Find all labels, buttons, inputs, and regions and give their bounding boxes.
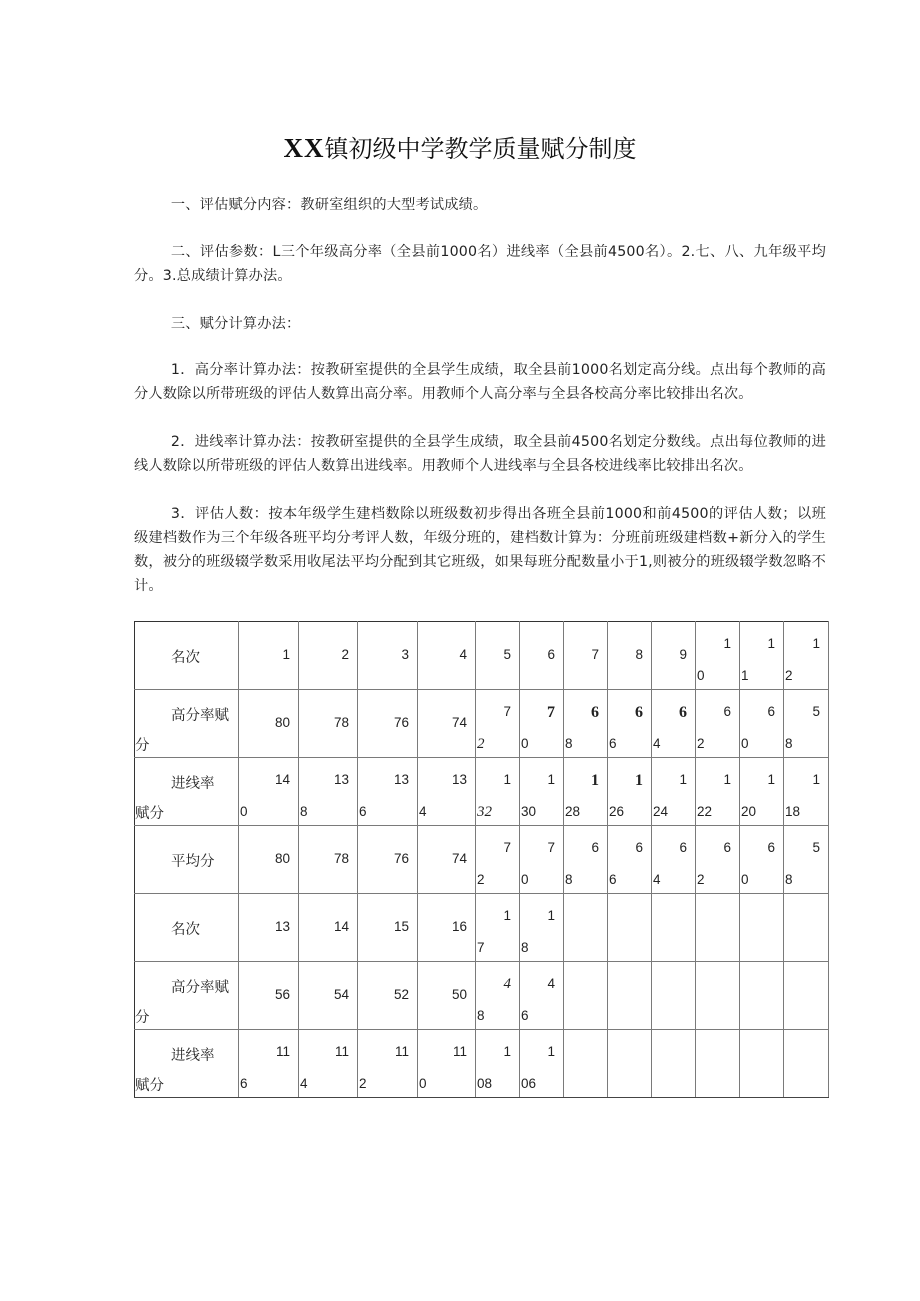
row-label-line2: 赋分	[135, 1078, 164, 1094]
table-cell	[652, 758, 696, 826]
cell-value-wrap: 0	[741, 872, 749, 887]
row-label-cell	[135, 894, 239, 962]
paragraph-eval-params: 二、评估参数：L三个年级高分率（全县前1000名）进线率（全县前4500名）。2.七、八、九年级平均分。3.总成绩计算办法。	[134, 244, 826, 284]
cell-value: 15	[393, 919, 409, 934]
table-cell	[784, 758, 829, 826]
row-label-line1: 高分率赋	[171, 980, 229, 996]
cell-value-wrap: 2	[697, 872, 705, 887]
cell-value: 4	[547, 976, 555, 991]
table-cell	[418, 826, 476, 894]
table-row	[135, 1030, 829, 1098]
cell-value: 56	[274, 987, 290, 1002]
table-cell	[299, 962, 358, 1030]
table-cell	[564, 826, 608, 894]
cell-value: 1	[547, 1044, 555, 1059]
cell-value-wrap: 6	[609, 872, 617, 887]
cell-value-wrap: 0	[240, 804, 248, 819]
table-cell	[476, 962, 520, 1030]
table-cell	[608, 1030, 652, 1098]
cell-value: 6	[723, 840, 731, 855]
row-label-cell	[135, 962, 239, 1030]
cell-value: 1	[723, 636, 731, 651]
cell-value: 13	[333, 772, 349, 787]
cell-value: 78	[333, 715, 349, 730]
row-label: 平均分	[171, 854, 215, 870]
table-cell	[239, 826, 299, 894]
table-cell	[418, 758, 476, 826]
table-cell	[520, 894, 564, 962]
cell-value: 11	[334, 1044, 349, 1059]
table-cell	[239, 1030, 299, 1098]
row-label-line1: 高分率赋	[171, 708, 229, 724]
cell-value-wrap: 4	[653, 736, 661, 751]
cell-value-wrap: 6	[359, 804, 367, 819]
table-cell	[476, 690, 520, 758]
table-cell	[418, 894, 476, 962]
cell-value-wrap: 2	[697, 736, 705, 751]
table-cell	[520, 622, 564, 690]
table-cell	[520, 826, 564, 894]
table-cell	[784, 962, 829, 1030]
table-cell	[520, 690, 564, 758]
cell-value: 1	[812, 772, 820, 787]
table-cell	[299, 826, 358, 894]
cell-value: 5	[812, 704, 820, 719]
table-cell	[652, 826, 696, 894]
table-cell	[564, 1030, 608, 1098]
table-cell	[418, 622, 476, 690]
table-cell	[299, 758, 358, 826]
cell-value: 2	[341, 647, 349, 662]
table-cell	[696, 622, 740, 690]
cell-value: 11	[394, 1044, 409, 1059]
table-cell	[608, 690, 652, 758]
table-cell	[239, 690, 299, 758]
paragraph-line-rate: 2．进线率计算办法：按教研室提供的全县学生成绩，取全县前4500名划定分数线。点出每位教师的进线人数除以所带班级的评估人数算出进线率。用教师个人进线率与全县各校进线率比较排出名次。	[134, 434, 826, 474]
cell-value: 6	[591, 704, 599, 721]
cell-value: 76	[393, 851, 409, 866]
cell-value-wrap: 2	[477, 736, 485, 752]
paragraph-method-heading: 三、赋分计算办法：	[170, 316, 301, 332]
row-label-line2: 分	[135, 738, 150, 754]
table-cell	[696, 962, 740, 1030]
table-cell	[564, 622, 608, 690]
cell-value-wrap: 0	[521, 736, 529, 751]
cell-value-wrap: 0	[697, 668, 705, 683]
table-cell	[358, 758, 418, 826]
cell-value-wrap: 6	[609, 736, 617, 751]
row-label-cell	[135, 758, 239, 826]
row-label-cell	[135, 622, 239, 690]
cell-value: 1	[767, 772, 775, 787]
cell-value-wrap: 24	[653, 804, 669, 819]
cell-value-wrap: 26	[609, 804, 625, 819]
table-row	[135, 962, 829, 1030]
table-cell	[784, 622, 829, 690]
cell-value-wrap: 2	[359, 1076, 367, 1091]
cell-value-wrap: 18	[785, 804, 801, 819]
table-row	[135, 690, 829, 758]
table-cell	[608, 962, 652, 1030]
table-cell	[696, 1030, 740, 1098]
cell-value: 13	[393, 772, 409, 787]
table-cell	[299, 690, 358, 758]
cell-value: 7	[547, 704, 555, 721]
row-label: 名次	[171, 922, 200, 938]
paragraph-eval-count: 3．评估人数：按本年级学生建档数除以班级数初步得出各班全县前1000和前4500的评估人数；以班级建档数作为三个年级各班平均分考评人数，年级分班的，建档数计算为：分班前班级建档数+新分入的学生数，被分的班级辍学数采用收尾法平均分配到其它班级，如果每班分配数量小于1,则被分的班级辍学数忽略不计。	[134, 506, 826, 594]
table-cell	[696, 826, 740, 894]
table-cell	[696, 894, 740, 962]
paragraph-high-score-rate: 1．高分率计算办法：按教研室提供的全县学生成绩，取全县前1000名划定高分线。点出每个教师的高分人数除以所带班级的评估人数算出高分率。用教师个人高分率与全县各校高分率比较排出名次。	[134, 362, 826, 402]
cell-value: 76	[393, 715, 409, 730]
table-cell	[239, 894, 299, 962]
row-label-cell	[135, 1030, 239, 1098]
cell-value-wrap: 8	[521, 940, 529, 955]
table-cell	[239, 758, 299, 826]
table-row	[135, 758, 829, 826]
table-cell	[564, 690, 608, 758]
cell-value: 7	[503, 840, 511, 855]
table-cell	[476, 894, 520, 962]
table-cell	[299, 894, 358, 962]
title-prefix: XX	[283, 133, 325, 163]
cell-value-wrap: 8	[565, 872, 573, 887]
table-cell	[784, 826, 829, 894]
title-text: 镇初级中学教学质量赋分制度	[324, 135, 637, 163]
score-table	[134, 621, 829, 1098]
table-cell	[784, 894, 829, 962]
cell-value-wrap: 7	[477, 940, 485, 955]
cell-value-wrap: 4	[419, 804, 427, 819]
table-cell	[696, 758, 740, 826]
row-label-cell	[135, 826, 239, 894]
cell-value-wrap: 4	[300, 1076, 308, 1091]
cell-value: 4	[503, 976, 511, 992]
cell-value-wrap: 0	[741, 736, 749, 751]
table-cell	[358, 690, 418, 758]
row-label-line1: 进线率	[171, 776, 215, 792]
cell-value-wrap: 0	[521, 872, 529, 887]
cell-value: 54	[333, 987, 349, 1002]
table-cell	[520, 758, 564, 826]
table-cell	[520, 1030, 564, 1098]
table-cell	[740, 1030, 784, 1098]
cell-value: 52	[393, 987, 409, 1002]
cell-value-wrap: 1	[741, 668, 749, 683]
table-cell	[740, 622, 784, 690]
table-cell	[740, 690, 784, 758]
cell-value-wrap: 08	[477, 1076, 493, 1091]
cell-value: 11	[275, 1044, 290, 1059]
table-cell	[358, 894, 418, 962]
cell-value: 1	[547, 772, 555, 787]
table-cell	[520, 962, 564, 1030]
cell-value: 5	[812, 840, 820, 855]
table-cell	[740, 758, 784, 826]
cell-value: 78	[333, 851, 349, 866]
cell-value: 1	[503, 908, 511, 923]
table-cell	[784, 1030, 829, 1098]
table-cell	[299, 1030, 358, 1098]
cell-value: 16	[451, 919, 467, 934]
table-cell	[608, 758, 652, 826]
cell-value: 7	[547, 840, 555, 855]
table-cell	[784, 690, 829, 758]
table-cell	[652, 690, 696, 758]
table-cell	[418, 1030, 476, 1098]
table-cell	[608, 622, 652, 690]
table-cell	[239, 622, 299, 690]
cell-value: 7	[591, 647, 599, 662]
cell-value: 6	[767, 840, 775, 855]
cell-value-wrap: 28	[565, 804, 581, 819]
table-cell	[358, 826, 418, 894]
table-cell	[696, 690, 740, 758]
cell-value: 4	[459, 647, 467, 662]
cell-value-wrap: 8	[785, 736, 793, 751]
cell-value: 6	[679, 704, 687, 721]
cell-value: 1	[767, 636, 775, 651]
table-cell	[608, 894, 652, 962]
cell-value: 6	[767, 704, 775, 719]
table-cell	[476, 622, 520, 690]
table-cell	[652, 962, 696, 1030]
cell-value: 9	[679, 647, 687, 662]
table-cell	[740, 826, 784, 894]
table-cell	[476, 826, 520, 894]
cell-value-wrap: 06	[521, 1076, 537, 1091]
cell-value: 3	[401, 647, 409, 662]
cell-value-wrap: 8	[300, 804, 308, 819]
row-label-line2: 赋分	[135, 806, 164, 822]
cell-value: 1	[812, 636, 820, 651]
table-cell	[652, 622, 696, 690]
cell-value: 11	[452, 1044, 467, 1059]
table-cell	[608, 826, 652, 894]
row-label-cell	[135, 690, 239, 758]
cell-value: 74	[451, 851, 467, 866]
table-cell	[740, 894, 784, 962]
cell-value: 1	[503, 772, 511, 787]
cell-value: 6	[679, 840, 687, 855]
cell-value: 6	[547, 647, 555, 662]
table-cell	[740, 962, 784, 1030]
row-label-line2: 分	[135, 1010, 150, 1026]
cell-value: 1	[282, 647, 290, 662]
cell-value: 6	[723, 704, 731, 719]
cell-value: 80	[274, 715, 290, 730]
cell-value: 13	[451, 772, 467, 787]
cell-value-wrap: 8	[565, 736, 573, 751]
cell-value: 6	[635, 704, 643, 721]
cell-value: 1	[591, 772, 599, 789]
page-title	[0, 131, 920, 166]
cell-value: 1	[635, 772, 643, 789]
cell-value: 13	[274, 919, 290, 934]
table-cell	[476, 758, 520, 826]
cell-value-wrap: 6	[521, 1008, 529, 1023]
cell-value: 7	[503, 704, 511, 719]
cell-value: 14	[274, 772, 290, 787]
cell-value-wrap: 2	[477, 872, 485, 887]
cell-value: 74	[451, 715, 467, 730]
table-row	[135, 894, 829, 962]
table-cell	[564, 758, 608, 826]
cell-value-wrap: 32	[477, 804, 492, 820]
cell-value: 6	[635, 840, 643, 855]
cell-value-wrap: 2	[785, 668, 793, 683]
table-cell	[418, 962, 476, 1030]
cell-value-wrap: 6	[240, 1076, 248, 1091]
cell-value: 6	[591, 840, 599, 855]
table-row	[135, 826, 829, 894]
table-cell	[358, 1030, 418, 1098]
table-cell	[418, 690, 476, 758]
cell-value: 1	[679, 772, 687, 787]
table-cell	[564, 894, 608, 962]
cell-value: 5	[503, 647, 511, 662]
table-cell	[299, 622, 358, 690]
table-cell	[564, 962, 608, 1030]
table-cell	[239, 962, 299, 1030]
paragraph-eval-content: 一、评估赋分内容：教研室组织的大型考试成绩。	[170, 197, 488, 213]
row-label: 名次	[171, 650, 200, 666]
cell-value-wrap: 8	[477, 1008, 485, 1023]
cell-value: 1	[547, 908, 555, 923]
row-label-line1: 进线率	[171, 1048, 215, 1064]
cell-value-wrap: 4	[653, 872, 661, 887]
cell-value-wrap: 0	[419, 1076, 427, 1091]
cell-value: 80	[274, 851, 290, 866]
cell-value: 50	[451, 987, 467, 1002]
table-cell	[358, 962, 418, 1030]
cell-value: 8	[635, 647, 643, 662]
cell-value: 14	[333, 919, 349, 934]
cell-value-wrap: 30	[521, 804, 537, 819]
cell-value-wrap: 22	[697, 804, 713, 819]
cell-value: 1	[503, 1044, 511, 1059]
table-cell	[652, 1030, 696, 1098]
table-cell	[476, 1030, 520, 1098]
table-cell	[652, 894, 696, 962]
cell-value-wrap: 20	[741, 804, 757, 819]
table-cell	[358, 622, 418, 690]
cell-value: 1	[723, 772, 731, 787]
cell-value-wrap: 8	[785, 872, 793, 887]
table-row	[135, 622, 829, 690]
